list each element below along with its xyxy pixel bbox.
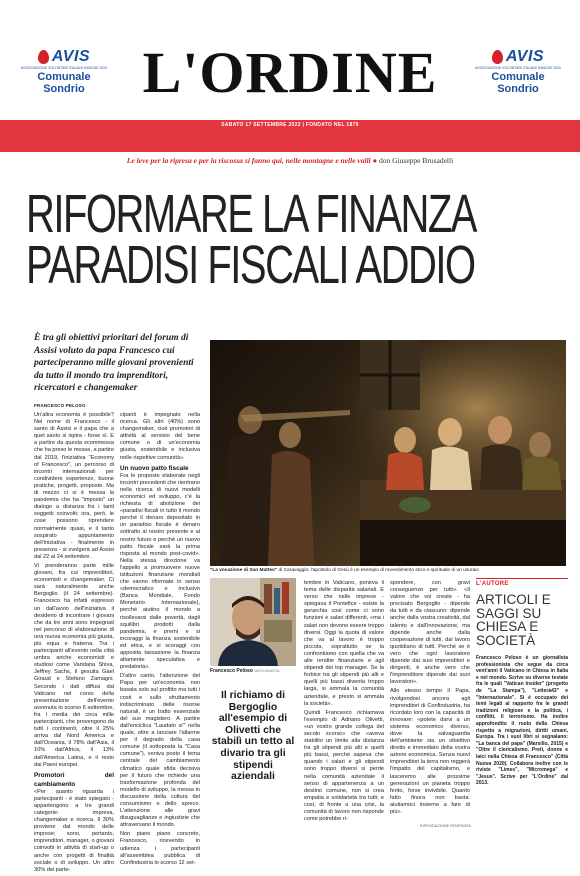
sidebar-text: Francesco Peloso è un giornalista professionista che segue da circa vent'anni il Vaticano in Chiesa in Italia e nel mondo. Scrive su diverse testate fra le quali "Vatican Insider" (progetto de "La Stampa"), "Letterà43" e "Internazionale". Si è occupato dei temi legati al rapporto fra le grandi tradizioni religiose e la politica, i conflitti, il terrorismo. Ha inoltre approfondito il ruolo della Chiesa rispetto a migrazioni, diritti umani, Europa. Tra i suoi libri si segnalano: "La banca del papa" (Marsilio, 2015) e "Oltre il clericalismo. Preti, donne e laici nella Chiesa di Francesco" (Città Nuova 2020). Collabora inoltre con le riviste "Limes", "Micromega" e "Jesus". Scrive per "L'Ordine" dal 2013. — [476, 655, 568, 787]
paragraph: cipanti è impegnato nella ricerca. Gli altri (40%) sono changemaker, cioè promotori di attività al servizio del bene comune o di un'economia giusta, sostenibile e inclusiva nelle rispettive comunità». — [120, 412, 200, 461]
avis-logo-left — [14, 48, 114, 104]
caravaggio-painting — [210, 340, 566, 566]
copyright-credit: RIPRODUZIONE RISERVATA — [420, 824, 472, 828]
sidebar-label: L'AUTORE — [476, 578, 568, 587]
avis-city-line2: Sondrio — [497, 83, 539, 95]
masthead — [0, 0, 580, 118]
paragraph: Non piano piano concreto, Francesco, ricevendo in udienza i partecipanti all'assemblea pubblica di Confindustria lo scorso 12 set- — [120, 831, 200, 866]
paragraph: Allo stesso tempo il Papa, rivolgendosi ancora agli imprenditori di Confindustria, ha ricordato loro con la capacità di innovare: «potete darvi a un sistema economico diverso, dove la salvaguardia dell'ambiente sia un obiettivo diretto e immediato della vostra azione economica. Senza nuovi imprenditori la terra non reggerà l'impatto del capitalismo, e lasceremo alle prossime generazioni un pianeta troppo ferito, forse invivibile. Quanto fatto finora non basta: aiutiamoci insieme a fare di più». — [390, 688, 470, 815]
avis-logo-right — [468, 48, 568, 104]
paragraph: spondere, con gravi conseguenze per tutti». «Il valore che voi create - ha precisato Bergoglio - dipende da tutti e da ciascuno: dipende anche dalla vostra creatività, dal talento e dall'innovazione, ma dipende anche dalla cooperazione di tutti, dal lavoro quotidiano di tutti. Perché se è vero che ogni lavoratore dipende dai suoi imprenditori e dirigenti, è anche vero che l'imprenditore dipende dai suoi lavoratori». — [390, 580, 470, 686]
tagline — [0, 156, 580, 165]
avis-city-line1: Comunale — [491, 71, 545, 83]
article-column-3 — [304, 580, 384, 825]
headline-line-2: PARADISI FISCALI ADDIO — [26, 235, 475, 295]
portrait-name: Francesco Peloso — [210, 668, 253, 674]
tagline-quote: Le leve per la ripresa e per la riscossa si fanno qui, nelle montagne e nelle valli — [126, 156, 371, 165]
headline-line-1: RIFORMARE LA FINANZA — [26, 184, 476, 244]
sidebar-heading: ARTICOLI E SAGGI SU CHIESA E SOCIETÀ — [476, 592, 551, 648]
issue-date: SABATO 17 SETTEMBRE 2022 | FONDATO NEL 1879 — [221, 122, 359, 128]
paragraph: Un'altra economia è possibile? Nel nome di Francesco - il santo di Assisi e il papa che a quel santo si ispira - forse sì. E a partire da questa scommessa che ha preso le mosse, a partire dal 2019, l'iniziativa "Economy of Francesco", un percorso di incontri internazionali per condividere esperienze, buone pratiche, progetti, proposte. Ma di mezzo ci si è messa la pandemia che ha "imposto" un dialogo a distanza fra i tanti soggetti coinvolti; ora, però, le cose possono riprendere normalmente quasi, e il tanto sospirato appuntamento dell'iniziativa - finalmente in presenza - si svolgerà ad Assisi dal 22 al 24 settembre. — [34, 412, 114, 560]
article-column-1 — [34, 412, 114, 876]
portrait-role: VATICANISTA — [254, 668, 280, 673]
paragraph: Fra le proposte elaborate negli incontri precedenti che rientrano nella ricerca di nuovi modelli economici ed sviluppo, c'è la richiesta di abolizione dei «paradisi fiscali in tutto il mondo perché il denaro depositato in un paradiso fiscale è denaro sottratto al nostro presente e al nostro futuro e perché un nuovo patto fiscale sarà la prima risposta al mondo post-covid». Nella stessa direzione va l'appello a promuovere nuove istituzioni finanziarie mondiali che vanno riformate in senso «democratico e inclusivo (Banca Mondiale, Fondo Monetario Internazionale), perché aiutino il mondo a risollevarsi dalle povertà, dagli squilibri prodotti dalla pandemia, e premi e si incoraggi la finanza sostenibile ed etica, e si scoraggi con apposita tassazione la finanza altamente speculativa e predatoria». — [120, 472, 200, 671]
author-sidebar — [476, 578, 568, 787]
byline: FRANCESCO PELOSO — [34, 403, 86, 408]
avis-brand: AVIS — [505, 48, 545, 65]
paragraph: D'altro canto, l'attenzione del Papa per un'economia non basata solo sul profitto ma tutti i costi e sullo sfruttamento indiscriminato delle risorse naturali, è un tratto essenziale del suo magistero. A partire dall'enciclica "Laudato si'" nella quale, oltre a lanciare l'allarme per il degrado della casa comune (il sottoposta la "Casa comune"), veniva posto il tema centrale del cambiamento climatico quale sfida decisiva per il futuro che richiede una trasformazione profonda del modello di sviluppo, la messa in discussione della cultura del consumismo e dello spreco. L'attenzione alle gravi disuguaglianze e ingiustizie che attraversano il mondo. — [120, 673, 200, 829]
blood-drop-icon — [492, 50, 503, 64]
article-column-2 — [120, 412, 200, 869]
date-banner — [0, 120, 580, 152]
paragraph: tembre in Vaticano, poneva il tema delle disparità salariali. E verso che nelle imprese - spiegava il Pontefice - esiste la gerarchia così come ci sono funzioni e salari differenti, «ma i salari non devono essere troppo diversi. Oggi la quota di valore che va al lavoro è troppo piccola, soprattutto se la confrontiamo con quella che va alle rendite finanziarie e agli stipendi dei top manager. Se la forbice tra gli stipendi più alti e quelli più bassi diventa troppo larga, si ammala la comunità aziendale, e presto si ammala la società». — [304, 580, 384, 707]
author-photo — [210, 578, 296, 666]
pull-quote: Il richiamo di Bergoglio all'esempio di Olivetti che stabilì un tetto al divario tra gli stipendi aziendali — [211, 690, 295, 783]
avis-city-line2: Sondrio — [43, 83, 85, 95]
avis-subtitle: ASSOCIAZIONE VOLONTARI ITALIANI SANGUE ODV — [474, 66, 562, 70]
newspaper-title: L'ORDINE — [142, 40, 438, 105]
painting-illustration — [210, 340, 566, 566]
caption-title: "La vocazione di San Matteo" — [210, 568, 278, 573]
article-column-4 — [390, 580, 470, 818]
avis-subtitle: ASSOCIAZIONE VOLONTARI ITALIANI SANGUE ODV — [20, 66, 108, 70]
paragraph: Quindi Francesco richiamava l'esempio di Adriano Olivetti, «un vostro grande collega del secolo scorso» che «aveva stabilito un limite alla distanza tra gli stipendi più alti e quelli più bassi, perché sapeva che quando i salari e gli stipendi sono troppo diversi si perde nella comunità aziendale il senso di appartenenza a un destino comune, non si crea empatia e solidarietà tra tutti; e così, di fronte a una crisi, la comunità di lavoro non risponde come potrebbe ri- — [304, 709, 384, 823]
photo-caption — [210, 568, 566, 574]
avis-city-line1: Comunale — [37, 71, 91, 83]
blood-drop-icon — [38, 50, 49, 64]
author-portrait — [210, 578, 296, 666]
subheading: Un nuovo patto fiscale — [120, 464, 189, 472]
tagline-author: don Giuseppe Brusadelli — [379, 156, 454, 165]
subheading: Promotori del cambiamento — [34, 771, 114, 788]
avis-brand: AVIS — [51, 48, 91, 65]
portrait-caption — [210, 668, 300, 674]
paragraph: Vi prenderanno parte mille giovani, fra cui imprenditori, economisti e changemaker. Ci sarà naturalmente anche Bergoglio (il 24 settembre). Francesco ha infatti espresso un dall'avvio dell'iniziativa il desiderio di incontrare i giovani che da tre anni sono impegnati nel percorso di elaborazione di una nuova economia più giusta, più equa e fraterna. Tra i partecipanti all'evento nella città umbra anche economisti e studiosi come Vandana Shiva, Jeffrey Sachs, il gesuita Gael Giraud e Stefano Zamagni. Secondo i dati diffusi dal Vaticano nel corso della presentazione dell'evento avvenuta lo scorso 6 settembre, fra i media dei circa mille partecipanti, che provengono da tutti i continenti, oltre il 25% arriva dal Nord America e dall'Oceania, il 78% dall'Asia, il 10% dall'Africa, il 13% dall'America Latina, e il resto dai Paesi europei. — [34, 562, 114, 768]
bullet-icon: ● — [372, 156, 380, 165]
paragraph: «Per quanto riguarda i partecipanti - è stato spiegato - appartengono a tre grandi categorie: impresa, changemaker e ricerca. Il 30% proviene dal mondo delle imprese; sono, pertanto, imprenditori, manager, o giovani coinvolti in attività di start-up o anche con progetti di finalità sociale o di sviluppo. Un altro 30% dei parte- — [34, 788, 114, 873]
article-intro: È tra gli obiettivi prioritari del forum di Assisi voluto da papa Francesco cui parteciperanno mille giovani provenienti da tutto il mondo tra imprenditori, ricercatori e changemaker — [34, 333, 194, 393]
caption-text: di Caravaggio: l'apostolo di Gesù è un esempio di ravvedimento etico e spirituale di un usuraio — [277, 568, 479, 573]
